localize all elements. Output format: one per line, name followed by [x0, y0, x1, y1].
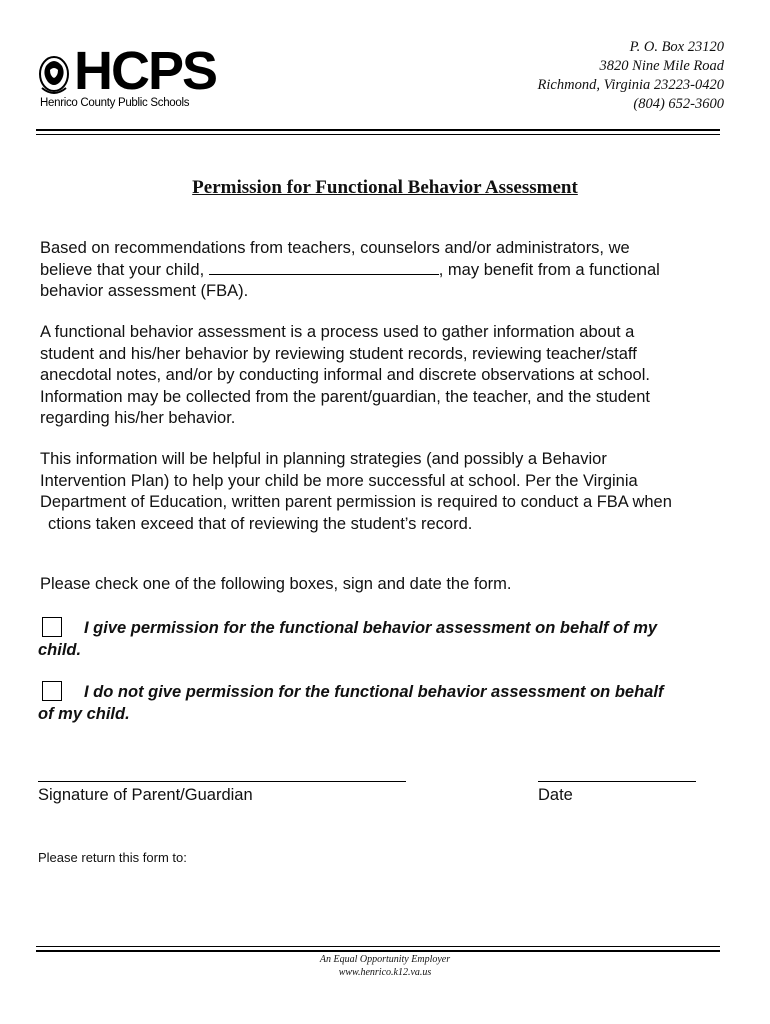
signature-field[interactable]: [38, 781, 406, 782]
intro-paragraph: [40, 238, 740, 303]
footer-employer: An Equal Opportunity Employer: [319, 954, 451, 965]
address-line: 3820 Nine Mile Road: [599, 58, 724, 74]
text-line: student and his/her behavior by reviewing student records, reviewing teacher/staff: [40, 344, 637, 363]
form-title: Permission for Functional Behavior Assessment: [192, 177, 578, 198]
date-field[interactable]: [538, 781, 696, 782]
footer: [0, 953, 770, 979]
text-line: behavior assessment (FBA).: [40, 282, 249, 300]
give-permission-option: [38, 617, 738, 661]
text-line: regarding his/her behavior.: [40, 409, 236, 427]
give-permission-checkbox[interactable]: [42, 617, 62, 637]
child-name-field[interactable]: [209, 260, 439, 275]
text-line: A functional behavior assessment is a process used to gather information about a: [40, 323, 635, 341]
text-line: Information may be collected from the parent/guardian, the teacher, and the student: [40, 387, 650, 406]
address-phone: (804) 652-3600: [633, 96, 724, 112]
address-line: Richmond, Virginia 23223-0420: [537, 77, 724, 93]
text-line: This information will be helpful in planning strategies (and possibly a Behavior: [40, 450, 607, 468]
signature-label: Signature of Parent/Guardian: [38, 786, 253, 804]
option-label: I do not give permission for the functional behavior assessment on behalf: [84, 683, 664, 701]
logo-text: HCPS: [74, 41, 217, 101]
footer-website: www.henrico.k12.va.us: [338, 967, 432, 978]
text-line: ctions taken exceed that of reviewing the student’s record.: [48, 514, 473, 533]
text-line: Based on recommendations from teachers, counselors and/or administrators, we: [40, 239, 630, 257]
text-line: believe that your child, , may benefit from a functional: [40, 260, 660, 279]
address-line: P. O. Box 23120: [629, 39, 724, 55]
return-instruction: Please return this form to:: [38, 850, 187, 865]
deny-permission-checkbox[interactable]: [42, 681, 62, 701]
footer-divider: [36, 950, 720, 952]
header-divider: [36, 129, 720, 131]
text-line: Intervention Plan) to help your child be more successful at school. Per the Virginia: [40, 471, 638, 490]
deny-permission-option: [38, 681, 738, 725]
fba-description-paragraph: [40, 322, 740, 430]
date-label: Date: [538, 786, 573, 804]
option-label-cont: of my child.: [38, 705, 130, 723]
header-divider-thin: [36, 134, 720, 135]
school-address: [538, 38, 724, 114]
instruction-text: Please check one of the following boxes, sign and date the form.: [40, 575, 512, 593]
hcps-logo: [30, 41, 250, 116]
logo-subtitle: Henrico County Public Schools: [40, 97, 190, 109]
text-line: anecdotal notes, and/or by conducting informal and discrete observations at school.: [40, 366, 650, 384]
option-label: I give permission for the functional behavior assessment on behalf of my: [84, 619, 658, 637]
footer-divider-thin: [36, 946, 720, 947]
seal-icon: [36, 52, 72, 100]
option-label-cont: child.: [38, 641, 82, 659]
text-line: Department of Education, written parent permission is required to conduct a FBA when: [40, 493, 672, 511]
permission-paragraph: [40, 449, 740, 535]
